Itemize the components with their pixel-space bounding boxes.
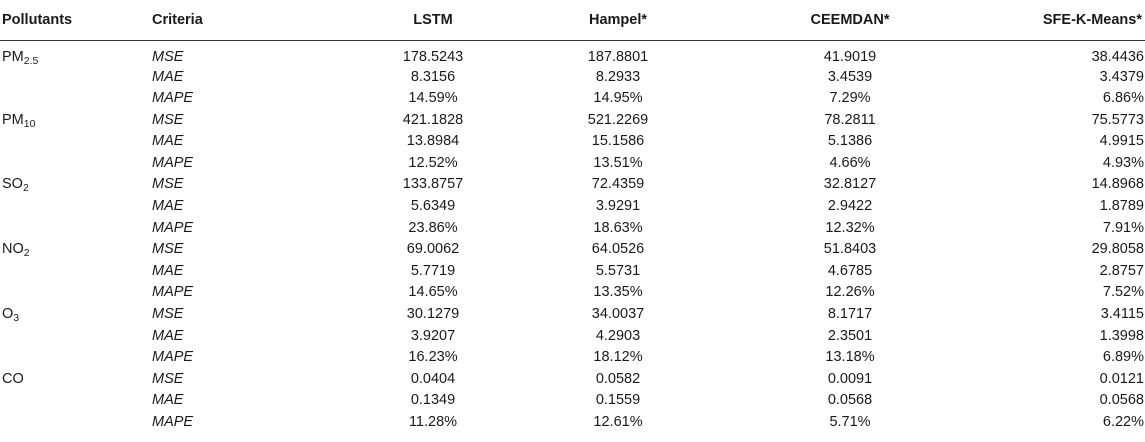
pollutant-cell: [0, 196, 152, 218]
pollutant-cell: [0, 88, 152, 110]
criteria-cell: MSE: [152, 48, 184, 65]
ceemdan-value: 78.2811: [824, 111, 876, 128]
pollutant-name: O: [2, 306, 14, 323]
pollutant-name: PM: [2, 48, 24, 65]
sfe-k-means-value: 4.9915: [1099, 133, 1144, 150]
sfe-k-means-value: 14.8968: [1091, 176, 1144, 193]
hampel-value: 8.2933: [595, 68, 641, 85]
pollutant-name: PM: [2, 111, 24, 128]
sfe-k-means-value: 6.89%: [1102, 349, 1144, 366]
sfe-k-means-value: 1.3998: [1099, 327, 1144, 344]
table-row: [0, 304, 1145, 326]
pollutant-cell: [0, 326, 152, 348]
lstm-value: 16.23%: [408, 349, 458, 366]
criteria-cell: MAPE: [152, 90, 194, 107]
ceemdan-value: 12.32%: [825, 219, 875, 236]
hampel-value: 15.1586: [591, 133, 645, 150]
sfe-k-means-value: 6.86%: [1102, 90, 1144, 107]
lstm-value: 14.59%: [408, 90, 458, 107]
lstm-value: 5.6349: [410, 198, 456, 215]
pollutant-name: SO: [2, 176, 23, 193]
table-row: [0, 282, 1145, 304]
header-criteria: Criteria: [152, 11, 203, 28]
ceemdan-value: 0.0091: [827, 370, 873, 387]
hampel-value: 18.63%: [593, 219, 643, 236]
hampel-value: 521.2269: [587, 111, 649, 128]
pollutant-cell: [0, 282, 152, 304]
criteria-cell: MAE: [152, 327, 184, 344]
header-pollutants: Pollutants: [2, 11, 73, 28]
hampel-value: 187.8801: [587, 48, 649, 65]
sfe-k-means-value: 7.91%: [1102, 219, 1144, 236]
lstm-value: 421.1828: [402, 111, 464, 128]
hampel-value: 12.61%: [593, 414, 643, 430]
sfe-k-means-value: 29.8058: [1091, 241, 1144, 258]
table-row: [0, 218, 1145, 240]
sfe-k-means-value: 75.5773: [1091, 111, 1144, 128]
table-row: [0, 347, 1145, 369]
sfe-k-means-value: 3.4379: [1099, 68, 1144, 85]
ceemdan-value: 12.26%: [825, 284, 875, 301]
criteria-cell: MSE: [152, 370, 184, 387]
table-row: [0, 196, 1145, 218]
table-row: [0, 131, 1145, 153]
sfe-k-means-value: 0.0121: [1099, 370, 1144, 387]
table-row: [0, 153, 1145, 175]
ceemdan-value: 0.0568: [827, 392, 873, 409]
sfe-k-means-value: 7.52%: [1102, 284, 1144, 301]
lstm-value: 12.52%: [408, 154, 458, 171]
lstm-value: 0.0404: [410, 370, 456, 387]
pollutant-subscript: 2: [23, 247, 30, 260]
lstm-value: 5.7719: [410, 262, 456, 279]
hampel-value: 18.12%: [593, 349, 643, 366]
ceemdan-value: 32.8127: [823, 176, 877, 193]
ceemdan-value: 2.3501: [827, 327, 873, 344]
pollutant-name: CO: [2, 370, 24, 387]
pollutant-cell: [0, 412, 152, 434]
lstm-value: 8.3156: [410, 68, 456, 85]
ceemdan-value: 8.1717: [827, 306, 873, 323]
pollutant-subscript: 2: [22, 182, 29, 195]
lstm-value: 178.5243: [402, 48, 464, 65]
hampel-value: 0.1559: [595, 392, 641, 409]
pollutant-cell: [0, 390, 152, 412]
ceemdan-value: 5.71%: [829, 414, 871, 430]
criteria-cell: MAE: [152, 198, 184, 215]
table-row: [0, 110, 1145, 132]
hampel-value: 5.5731: [595, 262, 641, 279]
ceemdan-value: 41.9019: [823, 48, 877, 65]
table-body: [0, 40, 1145, 434]
hampel-value: 34.0037: [591, 306, 645, 323]
criteria-cell: MSE: [152, 176, 184, 193]
pollutant-cell: [0, 218, 152, 240]
ceemdan-value: 4.6785: [827, 262, 873, 279]
table-row: [0, 88, 1145, 110]
pollutant-cell: [0, 369, 152, 391]
pollutant-cell: [0, 110, 152, 132]
sfe-k-means-value: 38.4436: [1091, 48, 1144, 65]
sfe-k-means-value: 6.22%: [1102, 414, 1144, 430]
hampel-value: 4.2903: [595, 327, 641, 344]
table-row: [0, 261, 1145, 283]
lstm-value: 69.0062: [406, 241, 460, 258]
hampel-value: 13.51%: [593, 154, 643, 171]
table-row: [0, 412, 1145, 434]
lstm-value: 11.28%: [408, 414, 458, 430]
ceemdan-value: 3.4539: [827, 68, 873, 85]
sfe-k-means-value: 3.4115: [1100, 306, 1144, 323]
lstm-value: 0.1349: [410, 392, 456, 409]
hampel-value: 0.0582: [595, 370, 641, 387]
table-row: [0, 67, 1145, 89]
sfe-k-means-value: 2.8757: [1099, 262, 1144, 279]
lstm-value: 133.8757: [402, 176, 464, 193]
header-hampel: Hampel*: [588, 11, 648, 28]
header-ceemdan: CEEMDAN*: [810, 11, 890, 28]
ceemdan-value: 7.29%: [829, 90, 871, 107]
criteria-cell: MAPE: [152, 154, 194, 171]
sfe-k-means-value: 4.93%: [1102, 154, 1144, 171]
table-row: [0, 239, 1145, 261]
criteria-cell: MAPE: [152, 414, 194, 430]
pollutant-cell: [0, 347, 152, 369]
criteria-cell: MAE: [152, 133, 184, 150]
sfe-k-means-value: 1.8789: [1099, 198, 1144, 215]
pollutant-cell: [0, 261, 152, 283]
criteria-cell: MAE: [152, 392, 184, 409]
sfe-k-means-value: 0.0568: [1099, 392, 1144, 409]
criteria-cell: MAPE: [152, 219, 194, 236]
pollutant-subscript: 2.5: [23, 54, 39, 67]
pollutant-cell: [0, 174, 152, 196]
criteria-cell: MAE: [152, 68, 184, 85]
pollutant-cell: [0, 40, 152, 67]
pollutant-subscript: 3: [13, 312, 20, 325]
hampel-value: 72.4359: [591, 176, 645, 193]
ceemdan-value: 13.18%: [825, 349, 875, 366]
pollutant-cell: [0, 239, 152, 261]
pollutant-name: NO: [2, 241, 24, 258]
criteria-cell: MAPE: [152, 284, 194, 301]
lstm-value: 3.9207: [410, 327, 456, 344]
ceemdan-value: 51.8403: [823, 241, 877, 258]
pollutant-cell: [0, 131, 152, 153]
ceemdan-value: 4.66%: [829, 154, 871, 171]
ceemdan-value: 5.1386: [827, 133, 873, 150]
header-lstm: LSTM: [413, 11, 453, 28]
lstm-value: 13.8984: [406, 133, 460, 150]
criteria-cell: MAE: [152, 262, 184, 279]
header-row: [0, 0, 1145, 40]
criteria-cell: MSE: [152, 111, 184, 128]
table-row: [0, 390, 1145, 412]
lstm-value: 30.1279: [406, 306, 460, 323]
hampel-value: 13.35%: [593, 284, 643, 301]
criteria-cell: MSE: [152, 241, 184, 258]
table-row: [0, 174, 1145, 196]
hampel-value: 64.0526: [591, 241, 645, 258]
pollutant-cell: [0, 153, 152, 175]
pollutant-cell: [0, 67, 152, 89]
pollutant-cell: [0, 304, 152, 326]
hampel-value: 3.9291: [595, 198, 641, 215]
table-header: [0, 0, 1145, 40]
pollutant-subscript: 10: [23, 117, 36, 130]
criteria-cell: MAPE: [152, 349, 194, 366]
ceemdan-value: 2.9422: [827, 198, 873, 215]
criteria-cell: MSE: [152, 306, 184, 323]
lstm-value: 14.65%: [408, 284, 458, 301]
lstm-value: 23.86%: [408, 219, 458, 236]
table-row: [0, 369, 1145, 391]
header-sfe-k-means: SFE-K-Means*: [1042, 11, 1142, 28]
table-row: [0, 326, 1145, 348]
table-row: [0, 40, 1145, 67]
hampel-value: 14.95%: [593, 90, 643, 107]
